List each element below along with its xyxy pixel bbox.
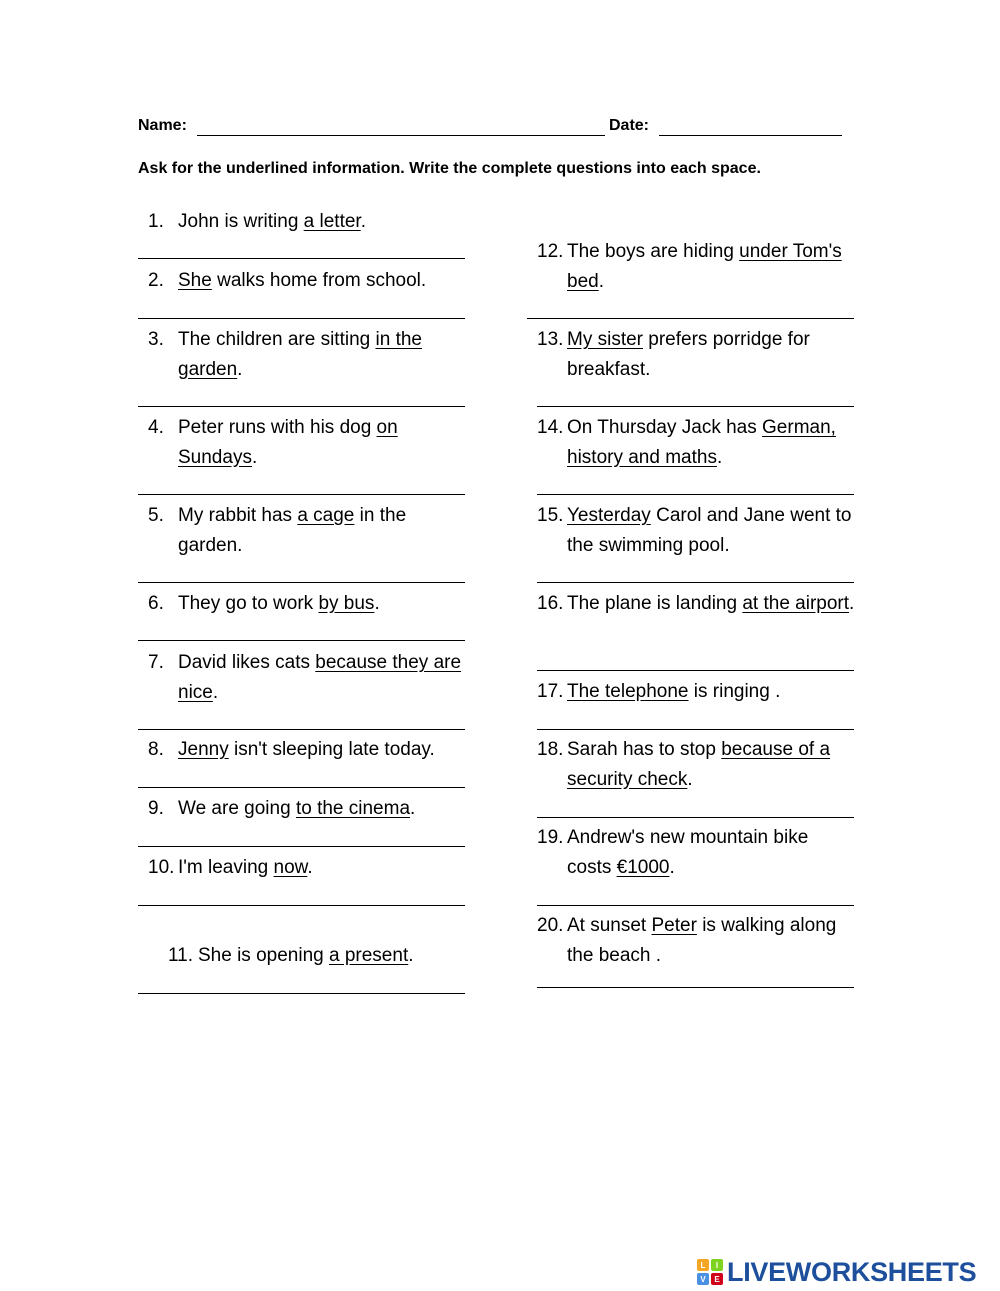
sentence-text: . — [408, 945, 414, 966]
answer-line[interactable] — [138, 729, 465, 730]
underlined-info: German, history and maths — [567, 417, 836, 468]
item-sentence — [178, 794, 478, 824]
item-sentence — [567, 413, 857, 472]
underlined-info: Peter — [651, 915, 697, 936]
instructions: Ask for the underlined information. Write the complete questions into each space. — [138, 160, 761, 177]
underlined-info: My sister — [567, 329, 643, 350]
answer-line[interactable] — [138, 318, 465, 319]
item-number: 12. — [537, 241, 564, 262]
logo-cubes-icon — [697, 1259, 723, 1285]
answer-line[interactable] — [537, 905, 854, 906]
item-number: 8. — [148, 739, 164, 760]
item-sentence — [178, 648, 478, 707]
underlined-info: to the cinema — [295, 798, 411, 819]
sentence-text: . — [598, 270, 604, 292]
answer-line[interactable] — [527, 318, 854, 319]
answer-line[interactable] — [138, 846, 465, 847]
sentence-text: . — [410, 798, 416, 819]
date-label: Date: — [609, 117, 650, 134]
underlined-info: in the garden — [178, 329, 422, 380]
underlined-info: at the airport — [742, 593, 850, 614]
underlined-info: a cage — [297, 505, 355, 526]
item-number: 1. — [148, 211, 164, 232]
underlined-info: Jenny — [178, 739, 229, 760]
answer-line[interactable] — [537, 494, 854, 495]
sentence-text: walks home from school. — [211, 270, 427, 291]
name-label: Name: — [138, 117, 187, 134]
item-number: 13. — [537, 329, 564, 350]
logo-cube: I — [711, 1259, 723, 1271]
sentence-text: . — [716, 446, 723, 468]
logo-cube: E — [711, 1273, 723, 1285]
sentence-text: . — [237, 358, 243, 380]
answer-line[interactable] — [537, 670, 854, 671]
item-number: 4. — [148, 417, 164, 438]
underlined-info: She — [178, 270, 212, 291]
sentence-text: is walking along the beach . — [567, 915, 837, 966]
underlined-info: €1000 — [616, 856, 670, 878]
item-number: 7. — [148, 652, 164, 673]
answer-line[interactable] — [138, 582, 465, 583]
answer-line[interactable] — [138, 640, 465, 641]
sentence-text: I'm leaving — [178, 857, 274, 878]
sentence-text: My rabbit has — [178, 505, 298, 526]
answer-line[interactable] — [537, 406, 854, 407]
sentence-text: David likes cats — [178, 652, 316, 673]
item-sentence — [567, 677, 857, 707]
answer-line[interactable] — [138, 494, 465, 495]
underlined-info: The telephone — [567, 681, 689, 702]
sentence-text: She is opening — [198, 945, 329, 966]
sentence-text: . — [849, 593, 855, 614]
underlined-info: by bus — [318, 593, 375, 614]
item-sentence — [178, 735, 478, 765]
item-sentence — [567, 325, 857, 384]
item-number: 6. — [148, 593, 164, 614]
sentence-text: is ringing . — [688, 681, 781, 702]
underlined-info: on Sundays — [178, 417, 398, 468]
item-number: 20. — [537, 915, 564, 936]
item-number: 15. — [537, 505, 564, 526]
item-number: 11. — [168, 945, 194, 966]
item-number: 18. — [537, 739, 564, 760]
sentence-text: . — [669, 856, 675, 878]
answer-line[interactable] — [537, 729, 854, 730]
answer-line[interactable] — [138, 905, 465, 906]
answer-line[interactable] — [537, 582, 854, 583]
underlined-info: now — [273, 857, 308, 878]
name-field[interactable] — [197, 135, 605, 136]
item-sentence — [178, 266, 478, 296]
item-number: 16. — [537, 593, 564, 614]
sentence-text: . — [687, 768, 693, 790]
sentence-text: . — [212, 681, 219, 703]
sentence-text: On Thursday Jack has — [567, 417, 763, 438]
sentence-text: in the garden. — [178, 505, 407, 556]
logo-text: LIVEWORKSHEETS — [727, 1256, 977, 1287]
answer-line[interactable] — [537, 817, 854, 818]
sentence-text: . — [360, 211, 366, 232]
item-sentence — [567, 589, 857, 619]
underlined-info: Yesterday — [567, 505, 651, 526]
sentence-text: At sunset — [567, 915, 652, 936]
item-sentence — [178, 413, 468, 472]
sentence-text: We are going — [178, 798, 296, 819]
sentence-text: prefers porridge for breakfast. — [567, 329, 810, 380]
date-field[interactable] — [659, 135, 842, 136]
item-number: 2. — [148, 270, 164, 291]
answer-line[interactable] — [138, 258, 465, 259]
liveworksheets-logo — [697, 1257, 976, 1287]
sentence-text: isn't sleeping late today. — [228, 739, 435, 760]
sentence-text: Andrew's new mountain bike costs — [567, 827, 809, 878]
item-sentence — [567, 237, 857, 296]
item-sentence — [567, 823, 857, 882]
item-number: 3. — [148, 329, 164, 350]
underlined-info: a letter — [303, 211, 361, 232]
underlined-info: because of a security check — [567, 739, 831, 790]
item-number: 5. — [148, 505, 164, 526]
item-sentence — [567, 735, 857, 794]
item-sentence — [567, 501, 857, 560]
sentence-text: The children are sitting — [178, 329, 376, 350]
sentence-text: The plane is landing — [567, 593, 743, 614]
item-number: 10. — [148, 857, 175, 878]
item-sentence — [178, 501, 468, 560]
answer-line[interactable] — [138, 406, 465, 407]
item-number: 9. — [148, 798, 164, 819]
answer-line[interactable] — [537, 987, 854, 988]
item-sentence — [178, 325, 468, 384]
sentence-text: Peter runs with his dog — [178, 417, 377, 438]
sentence-text: The boys are hiding — [567, 241, 740, 262]
item-sentence — [178, 853, 478, 883]
item-sentence — [178, 207, 478, 237]
underlined-info: because they are nice — [178, 652, 462, 703]
sentence-text: . — [307, 857, 313, 878]
underlined-info: a present — [329, 945, 409, 966]
answer-line[interactable] — [138, 993, 465, 994]
sentence-text: Carol and Jane went to the swimming pool. — [567, 505, 852, 556]
item-number: 17. — [537, 681, 564, 702]
answer-line[interactable] — [138, 787, 465, 788]
item-number: 19. — [537, 827, 564, 848]
sentence-text: Sarah has to stop — [567, 739, 722, 760]
logo-cube: V — [697, 1273, 709, 1285]
logo-cube: L — [697, 1259, 709, 1271]
item-sentence — [198, 941, 478, 971]
item-sentence — [567, 911, 857, 970]
item-sentence — [178, 589, 478, 619]
sentence-text: . — [374, 593, 380, 614]
sentence-text: They go to work — [178, 593, 319, 614]
item-number: 14. — [537, 417, 564, 438]
underlined-info: under Tom's bed — [567, 241, 842, 292]
sentence-text: . — [251, 446, 258, 468]
sentence-text: John is writing — [178, 211, 304, 232]
